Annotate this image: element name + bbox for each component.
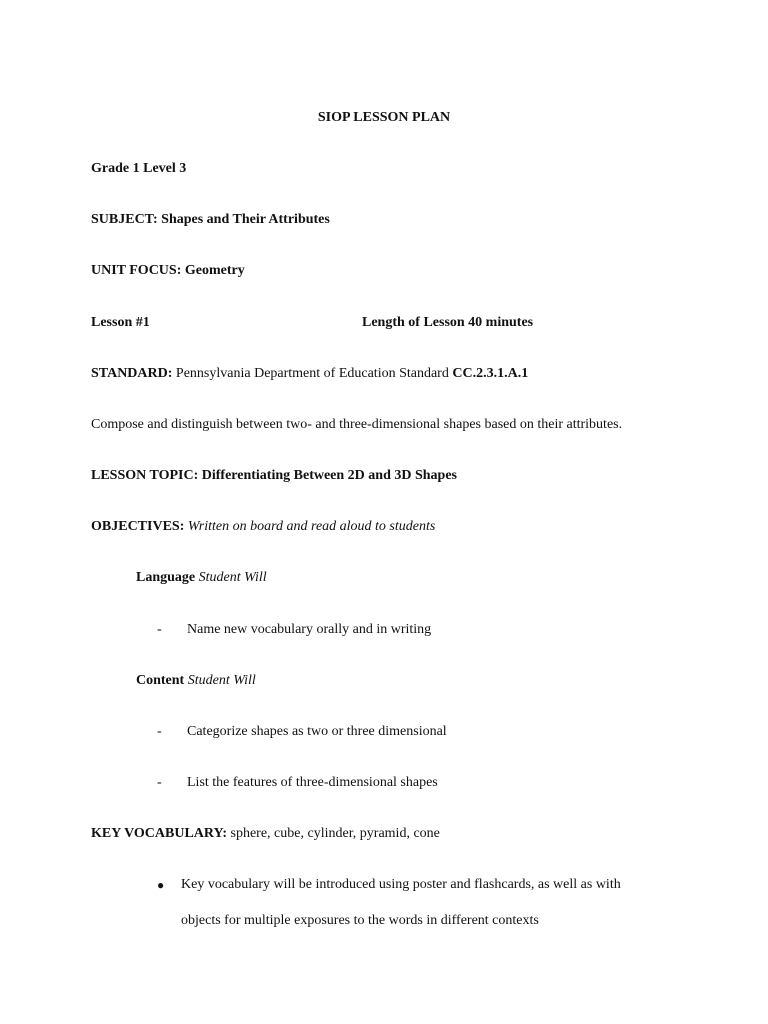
language-objective-heading	[136, 569, 267, 587]
content-note: Student Will	[187, 673, 256, 688]
subject-line	[91, 211, 330, 229]
standard-line	[91, 365, 528, 383]
standard-label: STANDARD:	[91, 366, 173, 381]
objectives-label: OBJECTIVES:	[91, 519, 185, 534]
unit-focus-label: UNIT FOCUS:	[91, 263, 182, 278]
content-objective-heading	[136, 672, 256, 690]
key-vocabulary-label: KEY VOCABULARY:	[91, 826, 228, 841]
language-note: Student Will	[198, 570, 267, 585]
subject-label: SUBJECT:	[91, 212, 158, 227]
standard-text: Pennsylvania Department of Education Standard	[175, 366, 449, 381]
standard-description: Compose and distinguish between two- and three-dimensional shapes based on their attributes.	[91, 417, 623, 432]
vocabulary-bullet-line-1: Key vocabulary will be introduced using poster and flashcards, as well as with	[181, 877, 621, 892]
content-objective-item: List the features of three-dimensional shapes	[187, 775, 438, 790]
key-vocabulary-line	[91, 825, 440, 843]
language-objective-item: Name new vocabulary orally and in writing	[187, 622, 432, 637]
document-title: SIOP LESSON PLAN	[317, 110, 451, 125]
content-objective-item: Categorize shapes as two or three dimensional	[187, 724, 447, 739]
lesson-topic-value: Differentiating Between 2D and 3D Shapes	[201, 468, 457, 483]
lesson-topic-line	[91, 467, 457, 485]
unit-focus-line	[91, 262, 245, 280]
content-label: Content	[136, 673, 185, 688]
vocabulary-bullet-line-2: objects for multiple exposures to the words in different contexts	[181, 913, 539, 928]
list-dash: -	[157, 775, 162, 790]
lesson-number: Lesson #1	[91, 315, 150, 330]
language-label: Language	[136, 570, 196, 585]
bullet-icon: ●	[157, 878, 165, 892]
list-dash: -	[157, 622, 162, 637]
objectives-line	[91, 518, 435, 536]
subject-value: Shapes and Their Attributes	[161, 212, 330, 227]
grade-level: Grade 1 Level 3	[91, 161, 187, 176]
objectives-note: Written on board and read aloud to students	[187, 519, 436, 534]
standard-code: CC.2.3.1.A.1	[452, 366, 529, 381]
key-vocabulary-value: sphere, cube, cylinder, pyramid, cone	[230, 826, 440, 841]
lesson-topic-label: LESSON TOPIC:	[91, 468, 199, 483]
list-dash: -	[157, 724, 162, 739]
lesson-length: Length of Lesson 40 minutes	[362, 315, 534, 330]
unit-focus-value: Geometry	[184, 263, 245, 278]
